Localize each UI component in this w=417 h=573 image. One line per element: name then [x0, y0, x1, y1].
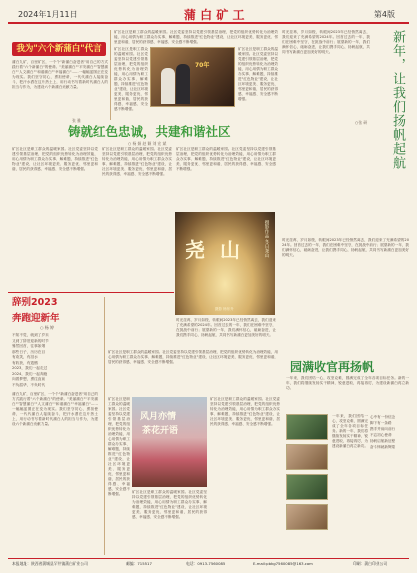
poem-body-more: 蒲白九矿，百里矿区，一个个"新蒲白奋进者"用自己的方式践行着"六个新蒲白"的使命。"美丽蒲白""平安蒲白""智慧蒲白""人文蒲白""和谐蒲白""幸福蒲白"……一幅幅蓝图正在变为现实。我们坚守初心，勇担使命，一代代蒲白人接续奋斗，把汗水洒在这片热土上，用行动书写着新时代蒲白人的担当与作为，为建设六个新蒲白贡献力量。: [12, 392, 98, 426]
right-vertical-title: 新年，让我们扬帆起航: [390, 30, 405, 170]
article2-intro: 矿区社区是职工群众的温暖家园。社区党委坚持以党建引领基层治理，把党的组织优势转化为治理效能，用心用情为职工群众办实事、解难题，持续推进"红色物业"建设，让社区环境更美、服务更优、邻里更和谐，居民的获得感、幸福感、安全感不断增强。: [114, 30, 278, 44]
photo-event-4: [286, 504, 328, 530]
footer-phone: 电话：0913-7560085: [186, 561, 226, 566]
article2-body-a: 矿区社区是职工群众的温暖家园。社区党委坚持以党建引领基层治理，把党的组织优势转化为治理效能，用心用情为职工群众办实事、解难题，持续推进"红色物业"建设，让社区环境更美、服务更优、邻里更和谐，居民的获得感、幸福感、安全感不断增强。: [12, 147, 98, 171]
flowers-text-2: 茶花开语: [142, 426, 179, 436]
figure-2: [176, 64, 190, 104]
photo-event-2: [286, 444, 328, 470]
footer-postcode: 邮编：715517: [126, 561, 152, 566]
right-article-body-2: 时光荏苒，岁月如梭，转眼间2023年已经悄然离去，我们迎来了充满希望的2024年。回首过去的一年，我们在困难中坚守，在挑战中前行；展望新的一年，我们满怀信心，砥砺奋进，让我们携手同心，扬帆起航，共同书写新蒲白更加美好的明天。: [282, 238, 409, 257]
masthead: 蒲 白 矿 工: [184, 8, 245, 22]
poem-body: [12, 333, 98, 388]
middle-body-bottom: 矿区社区是职工群众的温暖家园。社区党委坚持以党建引领基层治理，把党的组织优势转化为治理效能，用心用情为职工群众办实事、解难题，持续推进"红色物业"建设，让社区环境更美、服务更优、邻里更和谐，居民的获得感、幸福感、安全感不断增强。: [132, 490, 207, 519]
middle-article-body: 矿区社区是职工群众的温暖家园。社区党委坚持以党建引领基层治理，把党的组织优势转化为治理效能，用心用情为职工群众办实事、解难题，持续推进"红色物业"建设，让社区环境更美、服务更优、邻里更和谐，居民的获得感、幸福感、安全感不断增强。: [108, 350, 278, 364]
article2-col2: 矿区社区是职工群众的温暖家园。社区党委坚持以党建引领基层治理，把党的组织优势转化为治理效能，用心用情为职工群众办实事、解难题，持续推进"红色物业"建设，让社区环境更美、服务更优、邻里更和谐，居民的获得感、幸福感、安全感不断增强。: [238, 47, 278, 101]
footer-email: E-mail:pbkg7560085@163.com: [253, 561, 313, 566]
poem-line: 不负韶华，不负时代: [12, 382, 46, 387]
right-byline: ○张 研: [355, 120, 368, 125]
right-article-body: 时光荏苒，岁月如梭，转眼间2023年已经悄然离去，我们迎来了充满希望的2024年。回首过去的一年，我们在困难中坚守，在挑战中前行；展望新的一年，我们满怀信心，砥砺奋进，让我们携手同心，扬帆起航，共同书写新蒲白更加美好的明天。: [282, 30, 370, 54]
article1-byline: 张 雅: [72, 118, 81, 123]
ink-vertical-text: 摄影作品 冬日尧山: [264, 220, 269, 258]
poem-line: 有收获，有遗憾: [12, 360, 38, 365]
green-section-body-2: 一年来，我们团结一心，攻坚克难，圆满完成了全年各项目标任务。新的一年，我们将继续发扬实干精神，锐意进取，再接再厉，为建设新蒲白再立新功。: [332, 414, 368, 448]
right-poem-line: 脚下有一条路: [370, 421, 392, 425]
article2-byline: ○ 杨 娟 赵 颖 刘 宏 斌: [128, 141, 167, 146]
right-poem-line: 心中有一份信念: [370, 415, 396, 419]
poem-line: 有欢笑，有泪水: [12, 355, 38, 359]
ink-painting-image: [175, 212, 275, 315]
article1-body: 蒲白九矿，百里矿区，一个个"新蒲白奋进者"用自己的方式践行着"六个新蒲白"的使命。"美丽蒲白""平安蒲白""智慧蒲白""人文蒲白""和谐蒲白""幸福蒲白"……一幅幅蓝图正在变为现实。我们坚守初心，勇担使命，一代代蒲白人接续奋斗，把汗水洒在这片热土上，用行动书写着新时代蒲白人的担当与作为，为建设六个新蒲白贡献力量。: [12, 60, 108, 89]
poem-line: 蓦然回首，往事如烟: [12, 344, 46, 348]
poem-line: 向着梦想，勇往直前: [12, 377, 46, 381]
green-section-title: 园满收官再扬帆: [290, 360, 375, 374]
article2-title: 铸就红色忠诚，共建和谐社区: [68, 124, 231, 139]
footer-printer: 印刷：蒲白印业公司: [353, 561, 388, 566]
poem-line: 又到了辞旧迎新的时节: [12, 338, 49, 343]
middle-body-left: 矿区社区是职工群众的温暖家园。社区党委坚持以党建引领基层治理，把党的组织优势转化为治理效能，用心用情为职工群众办实事、解难题，持续推进"红色物业"建设，让社区环境更美、服务更优、邻里更和谐，居民的获得感、幸福感、安全感不断增强。: [108, 397, 130, 496]
flowers-image: [132, 397, 207, 487]
issue-date: 2024年1月11日: [18, 10, 78, 19]
page-number: 第4版: [373, 10, 395, 19]
right-poem: [370, 414, 409, 450]
ink-title: 尧 山: [185, 238, 244, 262]
photo-event-1: [286, 414, 328, 440]
photo-caption: 70年: [195, 62, 210, 69]
poem-line: 不知不觉，就到了岁末: [12, 333, 49, 337]
right-poem-line: 扬帆启航新征程: [370, 439, 396, 443]
poem-title-1: 辞别2023: [12, 297, 58, 308]
green-section-body: 一年来，我们团结一心，攻坚克难，圆满完成了全年各项目标任务。新的一年，我们将继续发扬实干精神，锐意进取，再接再厉，为建设新蒲白再立新功。: [286, 376, 409, 390]
article2-col1: 矿区社区是职工群众的温暖家园。社区党委坚持以党建引领基层治理，把党的组织优势转化为治理效能，用心用情为职工群众办实事、解难题，持续推进"红色物业"建设，让社区环境更美、服务更优、邻里更和谐，居民的获得感、幸福感、安全感不断增强。: [114, 47, 148, 111]
poem-line: 2024，我们一起奔跑: [12, 371, 48, 376]
photo-couple: [150, 47, 235, 107]
poem-title-2: 奔跑迎新年: [12, 313, 60, 324]
column-divider: [104, 297, 105, 555]
flowers-text-1: 风月亦情: [140, 412, 177, 422]
article2-body-c: 矿区社区是职工群众的温暖家园。社区党委坚持以党建引领基层治理，把党的组织优势转化为治理效能，用心用情为职工群众办实事、解难题，持续推进"红色物业"建设，让社区环境更美、服务更优、邻里更和谐，居民的获得感、幸福感、安全感不断增强。: [176, 147, 276, 171]
footer-address: 本报地址：陕西省蒲城县罕井镇蒲白矿业公司: [12, 561, 88, 566]
page-header: [8, 6, 409, 24]
right-poem-line: 奋斗铸就新辉煌: [370, 445, 396, 449]
poem-author: ○ 杨 婷: [40, 325, 55, 330]
ink-credit: 摄影 杨东升: [215, 307, 234, 311]
photo-event-3: [286, 474, 328, 500]
right-poem-line: 携手并肩向前行: [370, 427, 396, 431]
poem-line: 2023，我们一起走过: [12, 366, 48, 370]
page-footer: [8, 558, 409, 568]
column-divider: [110, 30, 111, 120]
ink-article-body: 时光荏苒，岁月如梭，转眼间2023年已经悄然离去，我们迎来了充满希望的2024年。回首过去的一年，我们在困难中坚守，在挑战中前行；展望新的一年，我们满怀信心，砥砺奋进，让我们携手同心，扬帆起航，共同书写新蒲白更加美好的明天。: [176, 318, 276, 337]
middle-body-right: 矿区社区是职工群众的温暖家园。社区党委坚持以党建引领基层治理，把党的组织优势转化为治理效能，用心用情为职工群众办实事、解难题，持续推进"红色物业"建设，让社区环境更美、服务更优、邻里更和谐，居民的获得感、幸福感、安全感不断增强。: [210, 397, 280, 426]
article1-title: 我为"六个新蒲白"代言: [12, 42, 106, 56]
figure-1: [161, 68, 175, 104]
section-rule: [8, 292, 174, 293]
right-poem-line: 不忘初心使命: [370, 433, 392, 437]
poem-line: 那些日子，历历在目: [12, 349, 46, 354]
article2-body-b: 矿区社区是职工群众的温暖家园。社区党委坚持以党建引领基层治理，把党的组织优势转化为治理效能，用心用情为职工群众办实事、解难题，持续推进"红色物业"建设，让社区环境更美、服务更优、邻里更和谐，居民的获得感、幸福感、安全感不断增强。: [102, 147, 172, 176]
